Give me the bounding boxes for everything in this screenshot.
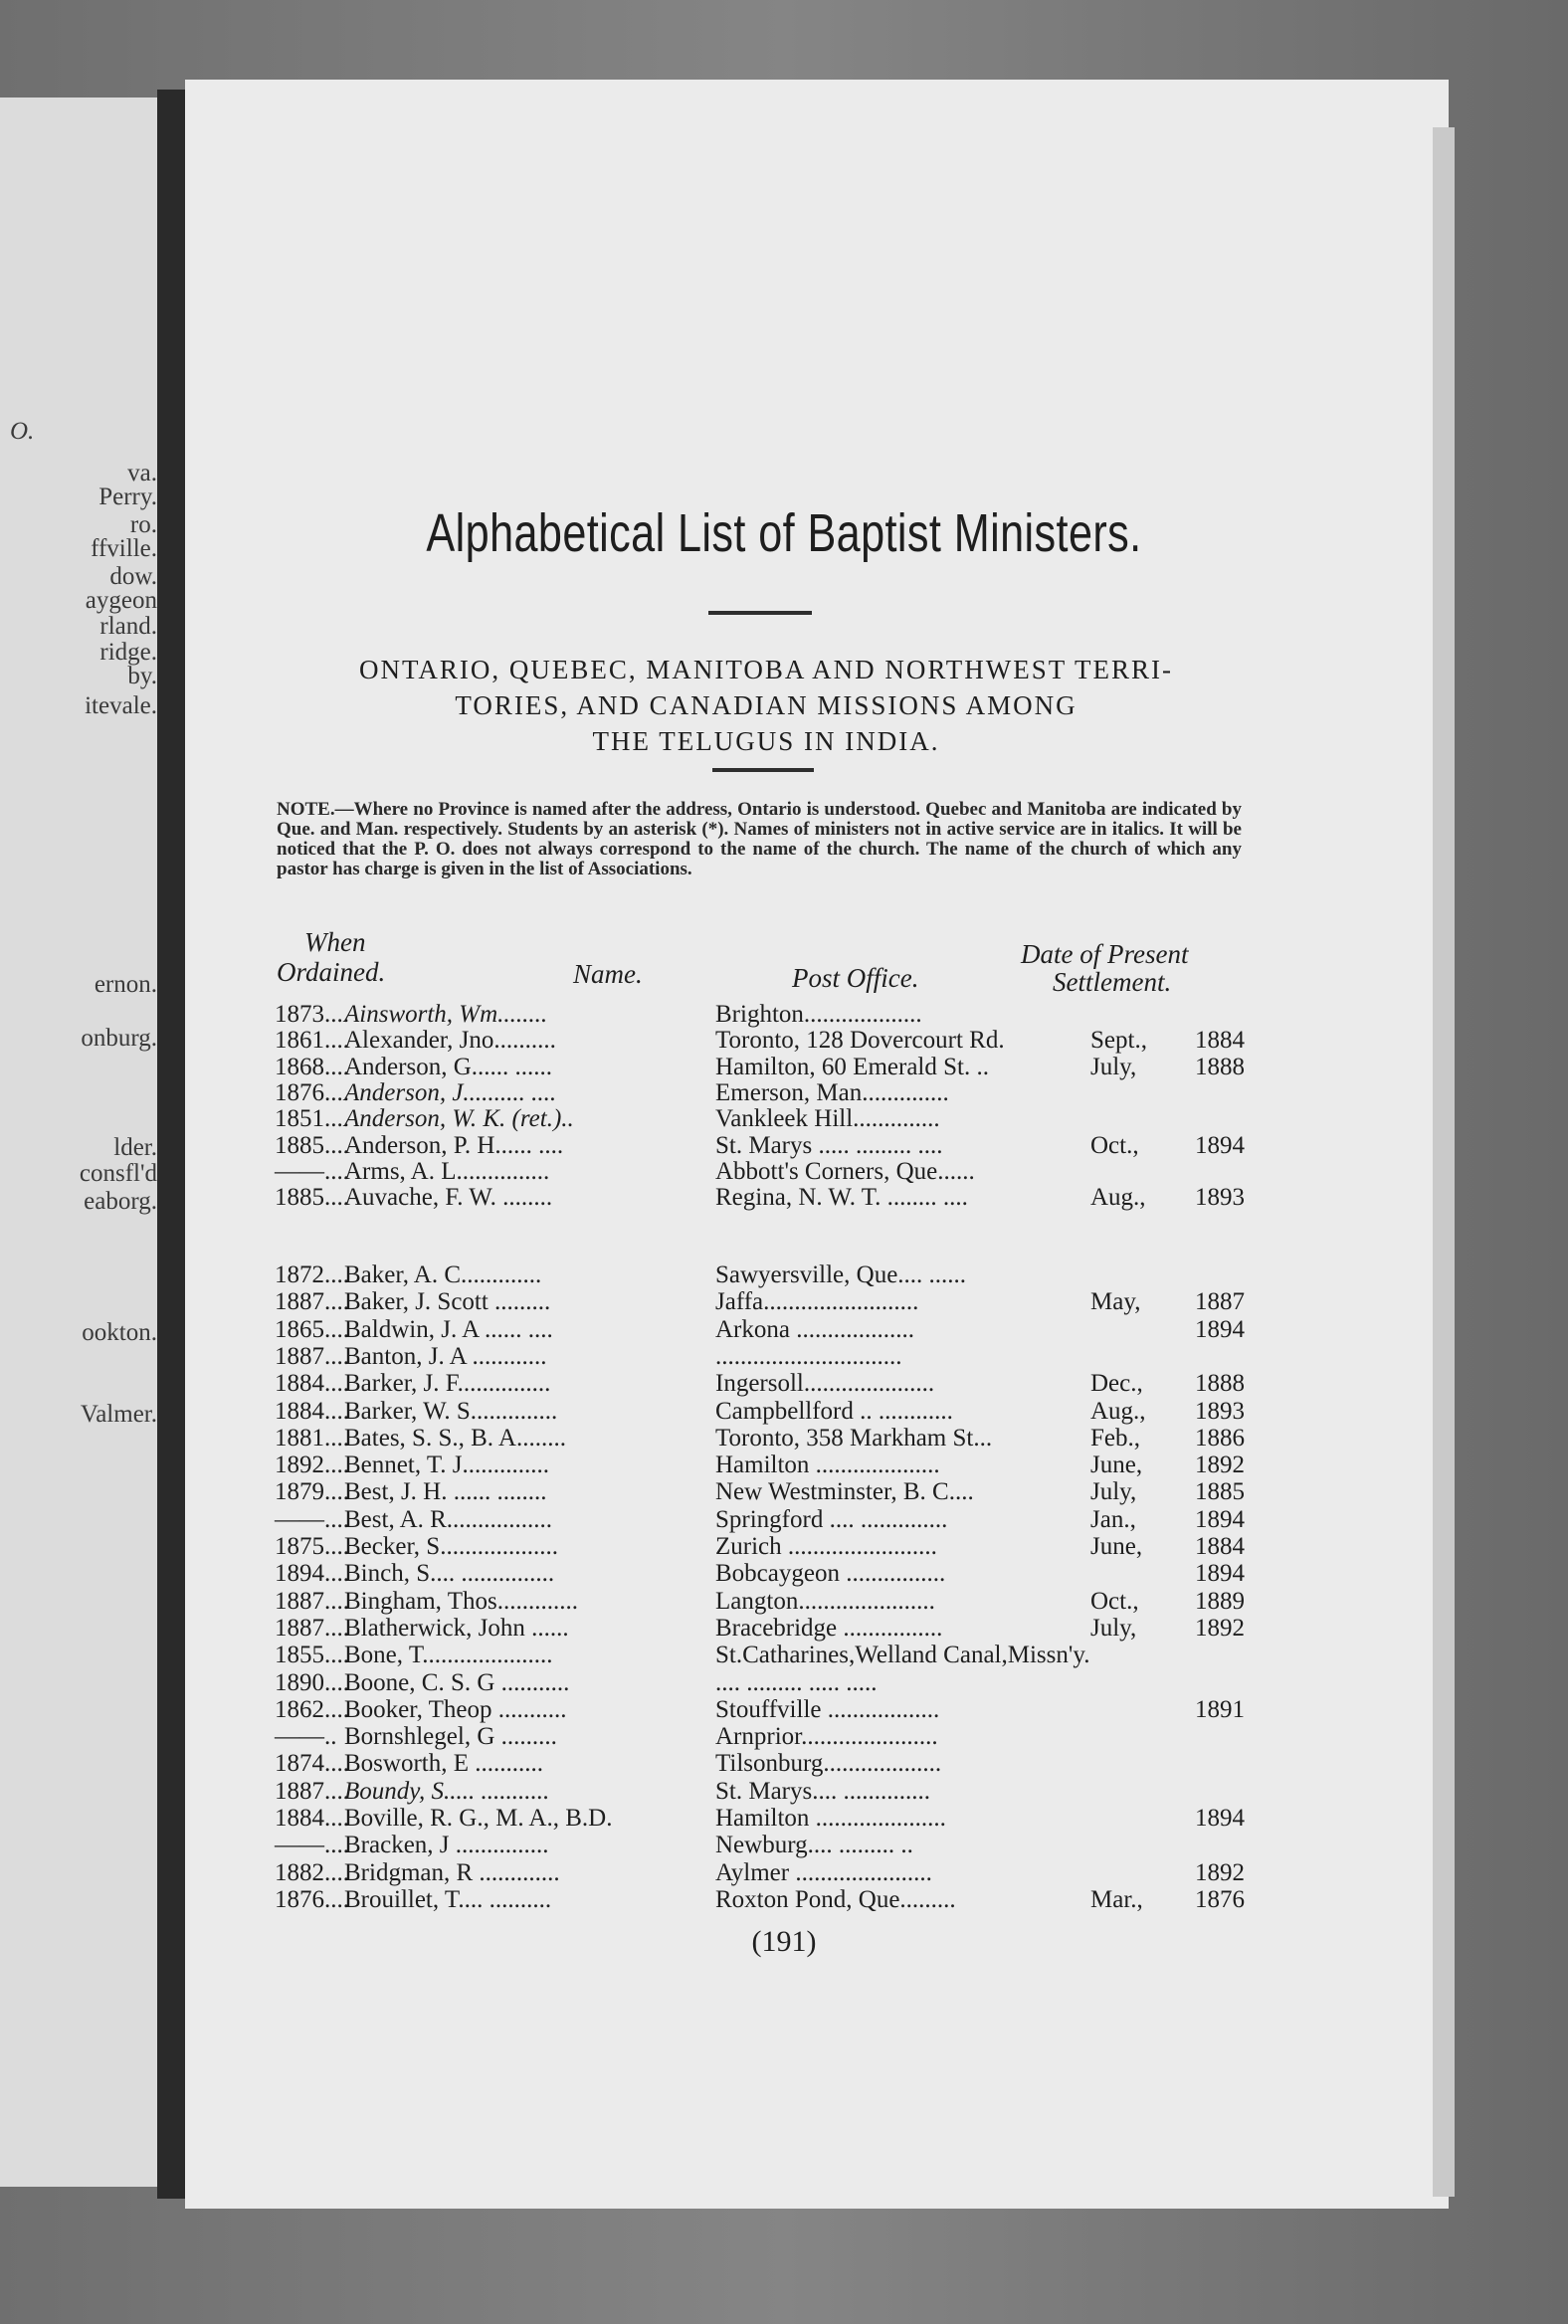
- minister-name: Best, A. R.................: [344, 1505, 553, 1533]
- post-office: Bracebridge ................: [715, 1614, 943, 1642]
- minister-name: Baker, J. Scott .........: [344, 1288, 551, 1316]
- minister-row: [275, 1132, 1245, 1159]
- settlement-year: 1886: [1195, 1424, 1245, 1452]
- minister-name: Becker, S...................: [344, 1533, 558, 1560]
- minister-row: [275, 1261, 1245, 1288]
- minister-name: Bornshlegel, G .........: [344, 1723, 557, 1751]
- minister-row: [275, 1343, 1245, 1370]
- minister-name: Binch, S.... ...............: [344, 1560, 555, 1588]
- settlement-month: June,: [1090, 1533, 1143, 1560]
- post-office: .... ......... ..... .....: [715, 1668, 878, 1696]
- left-page-fragment: O.: [10, 418, 35, 445]
- minister-name: Bone, T.....................: [344, 1642, 553, 1669]
- ordained-year: 1887....: [275, 1614, 349, 1642]
- ordained-year: 1874....: [275, 1750, 349, 1778]
- settlement-month: Oct.,: [1090, 1131, 1139, 1159]
- post-office: Emerson, Man..............: [715, 1078, 949, 1106]
- ordained-year: 1872....: [275, 1261, 349, 1288]
- minister-row: [275, 1079, 1245, 1106]
- left-page-fragment: ro.: [129, 511, 157, 538]
- post-office: Hamilton ....................: [715, 1452, 940, 1479]
- settlement-year: 1891: [1195, 1695, 1245, 1723]
- settlement-month: Jan.,: [1090, 1505, 1136, 1533]
- post-office: Newburg.... ......... ..: [715, 1832, 913, 1859]
- settlement-year: 1885: [1195, 1478, 1245, 1506]
- header-ordained: Ordained.: [277, 957, 386, 987]
- ordained-year: 1855....: [275, 1642, 349, 1669]
- ordained-year: 1887....: [275, 1587, 349, 1615]
- ordained-year: 1885....: [275, 1131, 349, 1159]
- subtitle-line-3: THE TELUGUS IN INDIA.: [592, 726, 940, 756]
- post-office: Stouffville ..................: [715, 1695, 940, 1723]
- minister-name: Blatherwick, John ......: [344, 1614, 569, 1642]
- ordained-year: 1868....: [275, 1053, 349, 1080]
- ordained-year: 1885....: [275, 1184, 349, 1212]
- settlement-year: 1893: [1195, 1184, 1245, 1212]
- post-office: Ingersoll.....................: [715, 1370, 935, 1398]
- left-page-fragment: rland.: [99, 613, 157, 640]
- left-page-fragment: consfl'd: [79, 1160, 157, 1187]
- settlement-year: 1876: [1195, 1885, 1245, 1913]
- left-page-fragment: ffville.: [91, 535, 157, 562]
- settlement-month: July,: [1090, 1614, 1137, 1642]
- left-page-fragment: Valmer.: [80, 1401, 157, 1428]
- settlement-year: 1894: [1195, 1805, 1245, 1832]
- left-page-fragment: dow.: [109, 563, 157, 590]
- settlement-month: Dec.,: [1090, 1370, 1143, 1398]
- book-gutter: [157, 90, 185, 2199]
- ordained-year: 1873....: [275, 1001, 349, 1028]
- settlement-year: 1888: [1195, 1053, 1245, 1080]
- minister-row: [275, 1288, 1245, 1315]
- header-date-of-present: Date of Present: [1021, 939, 1189, 969]
- ordained-year: 1884....: [275, 1805, 349, 1832]
- settlement-year: 1893: [1195, 1397, 1245, 1425]
- minister-name: Baldwin, J. A ...... ....: [344, 1315, 553, 1343]
- minister-row: [275, 1859, 1245, 1886]
- post-office: ..............................: [715, 1342, 902, 1370]
- ordained-year: 1861....: [275, 1027, 349, 1055]
- settlement-month: June,: [1090, 1452, 1143, 1479]
- minister-row: [275, 1105, 1245, 1132]
- ordained-year: 1892....: [275, 1452, 349, 1479]
- settlement-year: 1884: [1195, 1027, 1245, 1055]
- ordained-year: ——....: [275, 1157, 349, 1185]
- minister-row: [275, 1533, 1245, 1560]
- minister-name: Barker, J. F...............: [344, 1370, 551, 1398]
- page-edge: [1433, 127, 1455, 2197]
- post-office: St. Marys.... ..............: [715, 1777, 930, 1805]
- ordained-year: ——....: [275, 1505, 349, 1533]
- minister-name: Banton, J. A ............: [344, 1342, 547, 1370]
- ordained-year: 1875....: [275, 1533, 349, 1560]
- header-post-office: Post Office.: [792, 963, 919, 993]
- minister-name: Bracken, J ...............: [344, 1832, 549, 1859]
- post-office: Regina, N. W. T. ........ ....: [715, 1184, 968, 1212]
- minister-row: [275, 1642, 1245, 1668]
- minister-name: Best, J. H. ...... ........: [344, 1478, 547, 1506]
- ordained-year: 1865....: [275, 1315, 349, 1343]
- settlement-month: Feb.,: [1090, 1424, 1140, 1452]
- minister-row: [275, 1506, 1245, 1533]
- settlement-year: 1889: [1195, 1587, 1245, 1615]
- minister-name: Alexander, Jno..........: [344, 1027, 556, 1055]
- header-when: When: [304, 927, 366, 957]
- left-page-fragment: itevale.: [85, 692, 157, 719]
- minister-row: [275, 1398, 1245, 1425]
- ordained-year: 1887....: [275, 1342, 349, 1370]
- ordained-year: ——....: [275, 1832, 349, 1859]
- settlement-month: July,: [1090, 1478, 1137, 1506]
- minister-name: Boville, R. G., M. A., B.D.: [344, 1805, 613, 1832]
- minister-row: [275, 1588, 1245, 1615]
- minister-row: [275, 1805, 1245, 1832]
- minister-name: Arms, A. L...............: [344, 1157, 550, 1185]
- post-office: New Westminster, B. C....: [715, 1478, 974, 1506]
- ordained-year: 1876....: [275, 1885, 349, 1913]
- settlement-year: 1894: [1195, 1315, 1245, 1343]
- ordained-year: 1890....: [275, 1668, 349, 1696]
- settlement-year: 1892: [1195, 1858, 1245, 1886]
- subtitle-line-2: TORIES, AND CANADIAN MISSIONS AMONG: [455, 690, 1078, 720]
- post-office: St. Marys ..... ......... ....: [715, 1131, 943, 1159]
- minister-row: [275, 1478, 1245, 1505]
- settlement-year: 1892: [1195, 1614, 1245, 1642]
- minister-row: [275, 1425, 1245, 1452]
- left-page-fragment: by.: [127, 663, 157, 689]
- page-title: Alphabetical List of Baptist Ministers.: [426, 503, 1142, 563]
- header-settlement: Settlement.: [1053, 967, 1172, 997]
- left-page-fragment: ridge.: [99, 639, 157, 666]
- settlement-month: May,: [1090, 1288, 1141, 1316]
- minister-row: [275, 1778, 1245, 1805]
- minister-row: [275, 1452, 1245, 1478]
- minister-row: [275, 1001, 1245, 1028]
- subtitle-rule: [712, 768, 814, 772]
- ordained-year: 1887....: [275, 1288, 349, 1316]
- settlement-month: July,: [1090, 1053, 1137, 1080]
- post-office: St.Catharines,Welland Canal,Missn'y.: [715, 1642, 1090, 1669]
- minister-name: Anderson, J.......... ....: [344, 1078, 557, 1106]
- minister-row: [275, 1696, 1245, 1723]
- settlement-year: 1894: [1195, 1560, 1245, 1588]
- subtitle-line-1: ONTARIO, QUEBEC, MANITOBA AND NORTHWEST TERRI-: [359, 655, 1173, 684]
- minister-name: Boundy, S..... ...........: [344, 1777, 550, 1805]
- minister-name: Anderson, G...... ......: [344, 1053, 553, 1080]
- ordained-year: 1881....: [275, 1424, 349, 1452]
- settlement-year: 1892: [1195, 1452, 1245, 1479]
- settlement-year: 1888: [1195, 1370, 1245, 1398]
- post-office: Abbott's Corners, Que......: [715, 1157, 975, 1185]
- minister-row: [275, 1560, 1245, 1587]
- post-office: Hamilton, 60 Emerald St. ..: [715, 1053, 989, 1080]
- post-office: Arkona ...................: [715, 1315, 914, 1343]
- settlement-year: 1884: [1195, 1533, 1245, 1560]
- minister-row: [275, 1316, 1245, 1343]
- minister-row: [275, 1054, 1245, 1080]
- post-office: Sawyersville, Que.... ......: [715, 1261, 967, 1288]
- ordained-year: 1879....: [275, 1478, 349, 1506]
- settlement-month: Oct.,: [1090, 1587, 1139, 1615]
- minister-name: Brouillet, T.... ..........: [344, 1885, 552, 1913]
- minister-name: Bridgman, R .............: [344, 1858, 560, 1886]
- left-page-fragment: ernon.: [94, 971, 157, 998]
- minister-row: [275, 1886, 1245, 1913]
- minister-name: Bosworth, E ...........: [344, 1750, 543, 1778]
- left-page-fragment: ookton.: [82, 1319, 157, 1346]
- title-rule: [708, 611, 812, 615]
- post-office: Tilsonburg...................: [715, 1750, 942, 1778]
- post-office: Campbellford .. ............: [715, 1397, 953, 1425]
- post-office: Hamilton .....................: [715, 1805, 946, 1832]
- left-page-fragment: Perry.: [98, 484, 157, 510]
- ordained-year: 1894....: [275, 1560, 349, 1588]
- page-number: (191): [751, 1925, 817, 1958]
- ordained-year: ——..: [275, 1723, 337, 1751]
- note-paragraph: NOTE.—Where no Province is named after the address, Ontario is understood. Quebec and Manitoba are indicated by Que. and Man. respectively. Students by an asterisk (*). Names of ministers not in active service are in italics. It will be noticed that the P. O. does not always correspond to the name of the church. The name of the church of which any pastor has charge is given in the list of Associations.: [277, 799, 1242, 879]
- post-office: Roxton Pond, Que.........: [715, 1885, 956, 1913]
- post-office: Arnprior......................: [715, 1723, 938, 1751]
- minister-row: [275, 1832, 1245, 1858]
- left-page-fragment: eaborg.: [84, 1188, 157, 1215]
- post-office: Brighton...................: [715, 1001, 922, 1028]
- left-page-fragment: onburg.: [81, 1025, 157, 1052]
- minister-row: [275, 1723, 1245, 1750]
- post-office: Zurich ........................: [715, 1533, 937, 1560]
- post-office: Jaffa.........................: [715, 1288, 919, 1316]
- settlement-month: Sept.,: [1090, 1027, 1147, 1055]
- minister-row: [275, 1370, 1245, 1397]
- settlement-month: Aug.,: [1090, 1184, 1146, 1212]
- minister-name: Boone, C. S. G ...........: [344, 1668, 570, 1696]
- ordained-year: 1884....: [275, 1370, 349, 1398]
- minister-row: [275, 1027, 1245, 1054]
- minister-name: Ainsworth, Wm........: [344, 1001, 548, 1028]
- minister-name: Bates, S. S., B. A........: [344, 1424, 566, 1452]
- post-office: Springford .... ..............: [715, 1505, 948, 1533]
- post-office: Langton......................: [715, 1587, 935, 1615]
- ordained-year: 1884....: [275, 1397, 349, 1425]
- minister-name: Bennet, T. J..............: [344, 1452, 550, 1479]
- minister-row: [275, 1158, 1245, 1185]
- settlement-month: Aug.,: [1090, 1397, 1146, 1425]
- ordained-year: 1876....: [275, 1078, 349, 1106]
- minister-name: Anderson, P. H...... ....: [344, 1131, 564, 1159]
- minister-row: [275, 1184, 1245, 1211]
- settlement-year: 1894: [1195, 1131, 1245, 1159]
- minister-name: Baker, A. C.............: [344, 1261, 542, 1288]
- post-office: Toronto, 358 Markham St...: [715, 1424, 993, 1452]
- header-name: Name.: [573, 959, 643, 989]
- left-page-fragment: va.: [127, 460, 157, 486]
- post-office: Aylmer ......................: [715, 1858, 932, 1886]
- post-office: Toronto, 128 Dovercourt Rd.: [715, 1027, 1005, 1055]
- settlement-year: 1887: [1195, 1288, 1245, 1316]
- ordained-year: 1887....: [275, 1777, 349, 1805]
- minister-name: Auvache, F. W. ........: [344, 1184, 553, 1212]
- minister-row: [275, 1615, 1245, 1642]
- minister-name: Anderson, W. K. (ret.)..: [344, 1105, 574, 1133]
- left-page-fragment: aygeon: [85, 587, 157, 614]
- minister-row: [275, 1669, 1245, 1696]
- settlement-month: Mar.,: [1090, 1885, 1143, 1913]
- post-office: Vankleek Hill..............: [715, 1105, 940, 1133]
- post-office: Bobcaygeon ................: [715, 1560, 946, 1588]
- ordained-year: 1851....: [275, 1105, 349, 1133]
- minister-row: [275, 1750, 1245, 1777]
- minister-name: Booker, Theop ...........: [344, 1695, 567, 1723]
- minister-name: Barker, W. S..............: [344, 1397, 558, 1425]
- settlement-year: 1894: [1195, 1505, 1245, 1533]
- left-page-fragment: lder.: [113, 1134, 157, 1161]
- ordained-year: 1882....: [275, 1858, 349, 1886]
- minister-name: Bingham, Thos.............: [344, 1587, 578, 1615]
- ordained-year: 1862....: [275, 1695, 349, 1723]
